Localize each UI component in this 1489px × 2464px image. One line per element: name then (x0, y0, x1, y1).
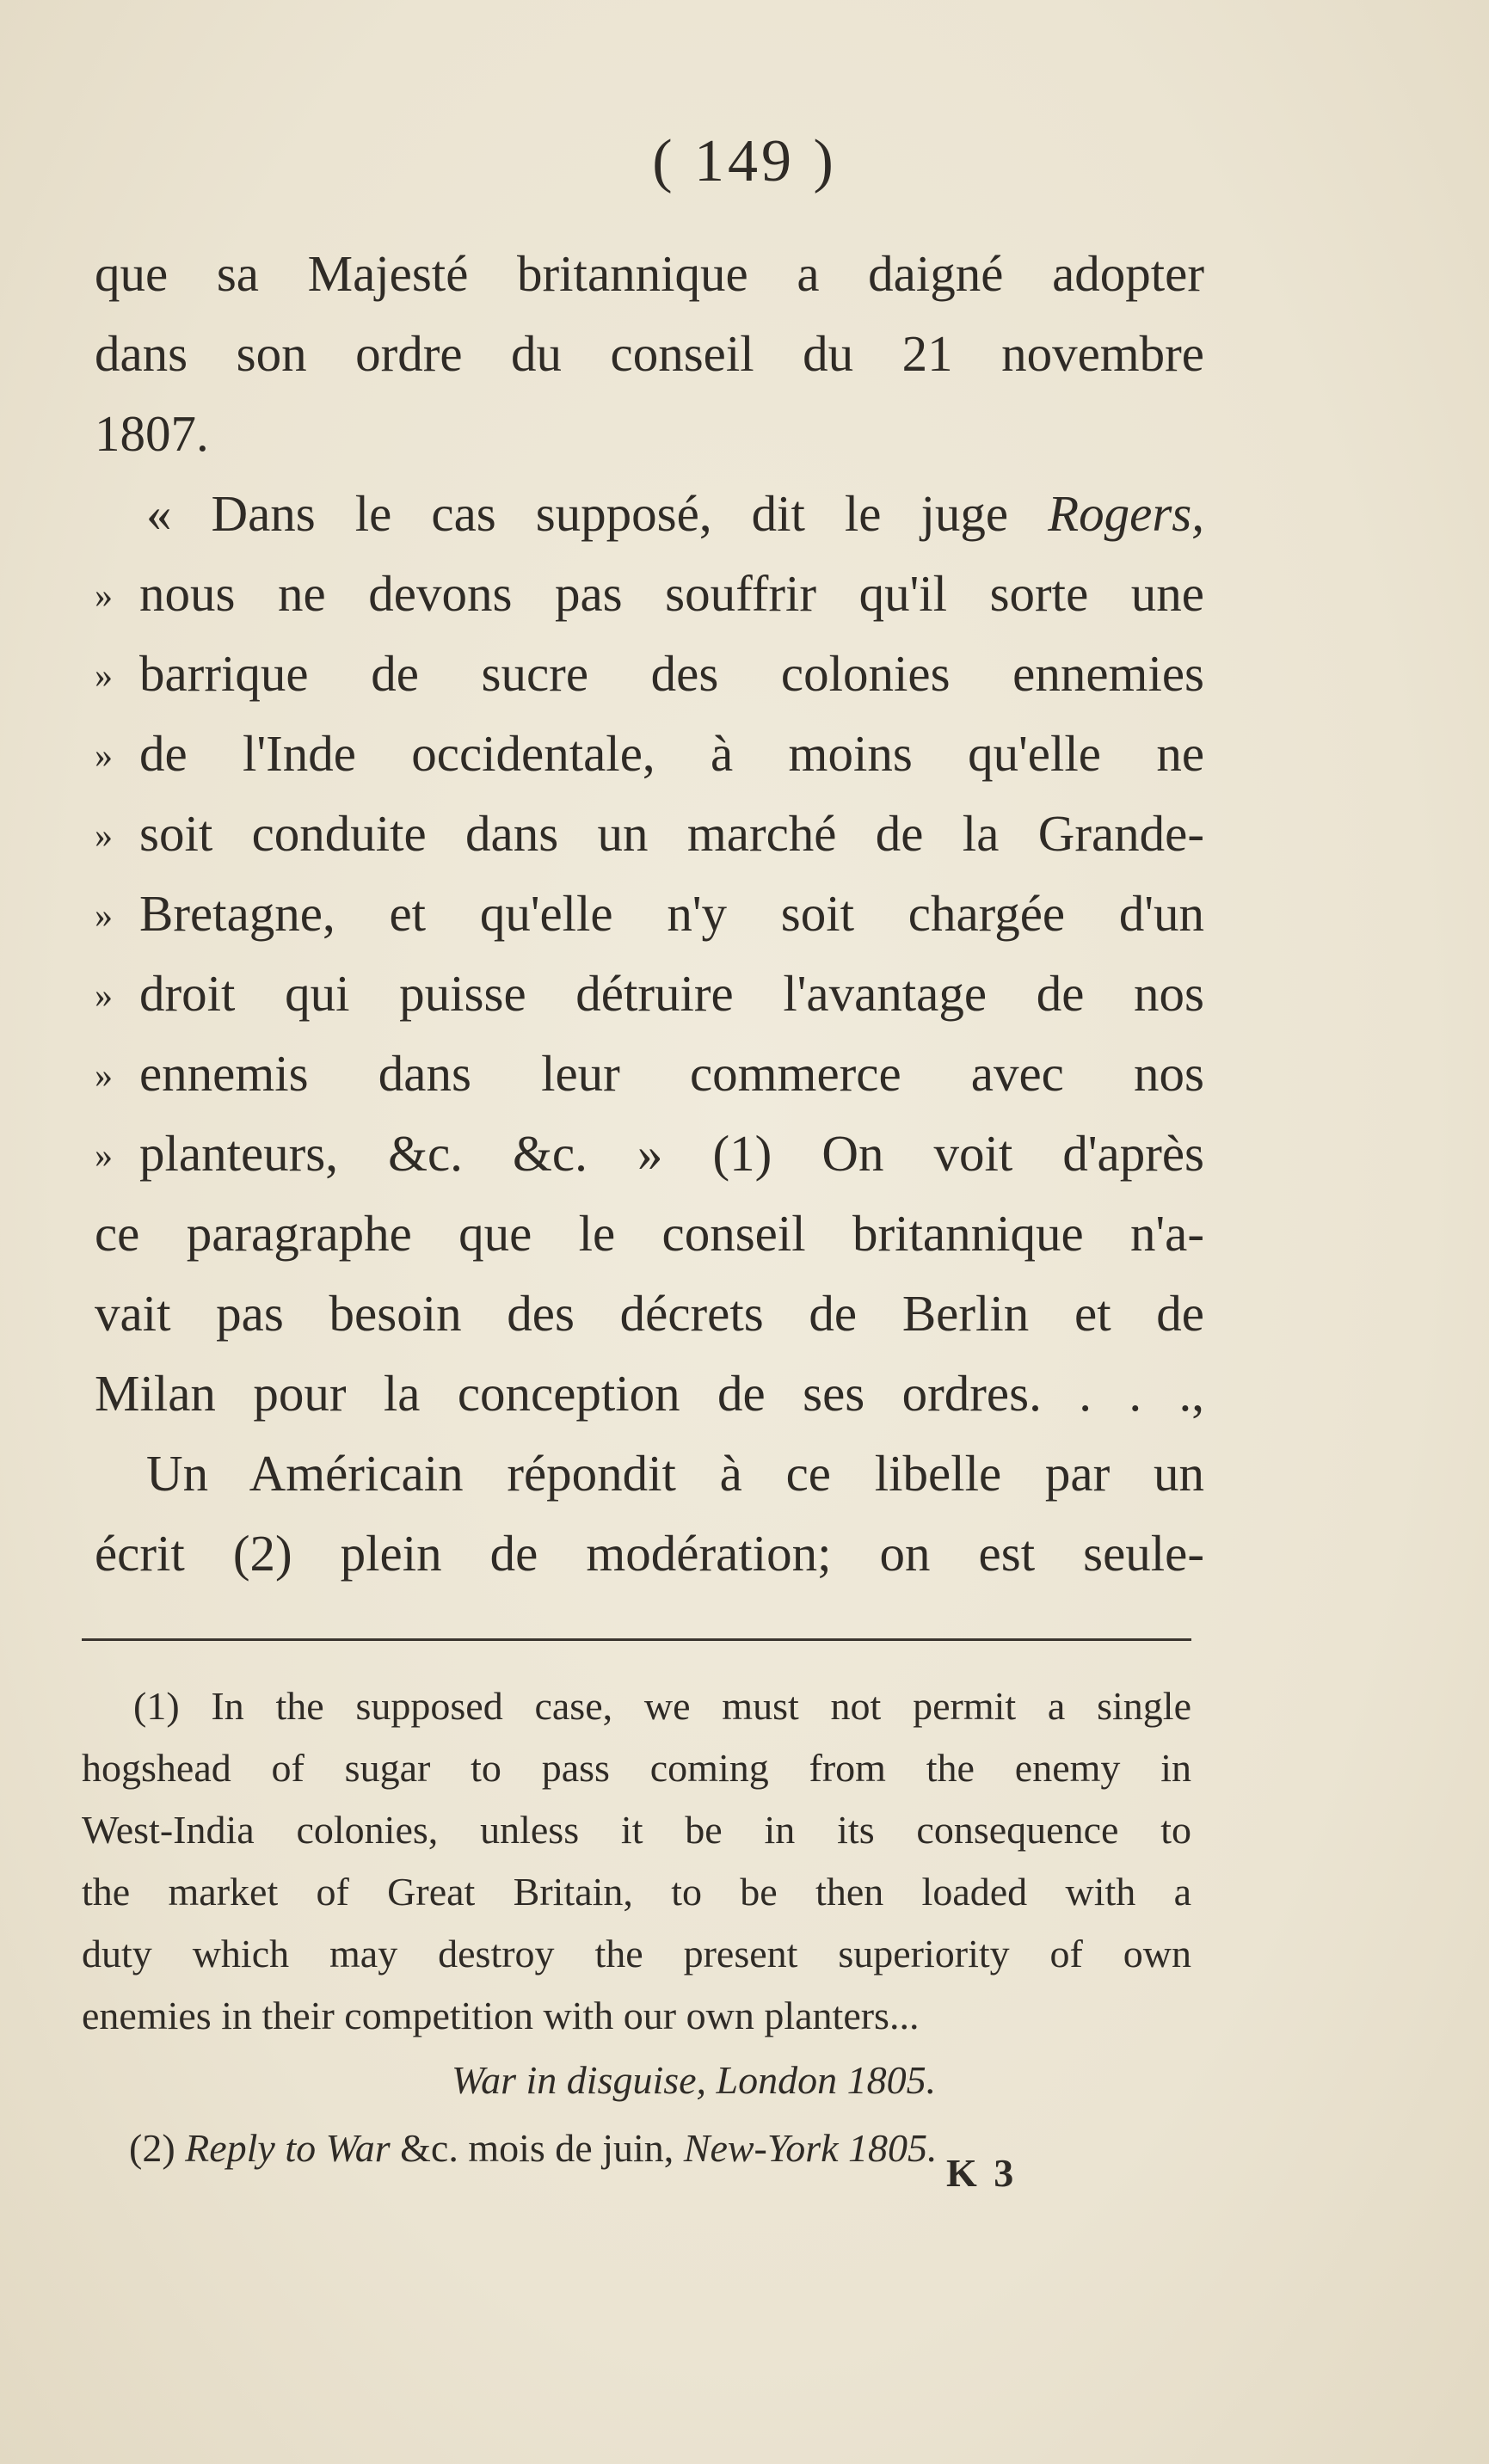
footnote-1-line: enemies in their competition with our own planters... (82, 1994, 920, 2037)
text-segment: nous ne devons pas souffrir qu'il sorte une (139, 565, 1204, 622)
footnote-divider (82, 1638, 1191, 1641)
text-line: que sa Majesté britannique a daigné adopter (95, 245, 1204, 302)
text-line (95, 474, 1204, 554)
text-line: Un Américain répondit à ce libelle par un (146, 1445, 1204, 1502)
page-number: ( 149 ) (652, 128, 837, 194)
text-line: 1807. (95, 405, 209, 462)
text-segment: Bretagne, et qu'elle n'y soit chargée d'un (139, 885, 1204, 942)
text-segment: (1) In the supposed case, we must not permit a single (133, 1684, 1191, 1728)
quoted-line (95, 954, 1204, 1034)
quote-mark: » (95, 816, 113, 856)
text-segment: ennemis dans leur commerce avec nos (139, 1045, 1204, 1102)
text-segment: soit conduite dans un marché de la Grande- (139, 805, 1204, 862)
quote-mark: » (95, 976, 113, 1016)
quoted-line (95, 554, 1204, 634)
quote-mark: » (95, 736, 113, 776)
footnotes (82, 1675, 1191, 2183)
footnote-1-line: the market of Great Britain, to be then loaded with a (82, 1870, 1191, 1914)
quoted-line (95, 1114, 1204, 1194)
footnote-2-text: &c. mois de juin, (400, 2126, 674, 2170)
text-segment: planteurs, &c. &c. » (1) On voit d'après (139, 1125, 1204, 1182)
quoted-line (95, 874, 1204, 954)
quote-mark: » (95, 896, 113, 936)
italic-name: Rogers, (1048, 485, 1204, 542)
body-text (95, 234, 1204, 1594)
footnote-2 (82, 2114, 1191, 2183)
footnote-1-source: War in disguise, London 1805. (452, 2058, 937, 2102)
quoted-line (95, 1034, 1204, 1114)
quote-mark: » (95, 576, 113, 616)
quote-mark: » (95, 1056, 113, 1096)
text-line: Milan pour la conception de ses ordres. . . ., (95, 1365, 1204, 1422)
text-segment: « Dans le cas supposé, dit le juge (146, 485, 1049, 542)
text-segment: de l'Inde occidentale, à moins qu'elle ne (139, 725, 1204, 782)
footnote-1-line: hogshead of sugar to pass coming from the enemy in (82, 1746, 1191, 1790)
footnote-2-title: Reply to War (185, 2126, 391, 2170)
quoted-line (95, 794, 1204, 874)
footnote-1-line (82, 1675, 1191, 1737)
quote-mark: » (95, 656, 113, 696)
text-segment: barrique de sucre des colonies ennemies (139, 645, 1204, 702)
text-line: vait pas besoin des décrets de Berlin et de (95, 1285, 1204, 1342)
footnote-1-line: West-India colonies, unless it be in its consequence to (82, 1808, 1191, 1852)
signature-mark: K 3 (946, 2151, 1018, 2195)
quoted-line (95, 714, 1204, 794)
footnote-2-place: New-York 1805. (683, 2126, 938, 2170)
text-line: dans son ordre du conseil du 21 novembre (95, 325, 1204, 382)
text-segment: droit qui puisse détruire l'avantage de nos (139, 965, 1204, 1022)
footnote-2-number: (2) (129, 2126, 175, 2170)
quote-mark: » (95, 1136, 113, 1176)
text-line: ce paragraphe que le conseil britannique n'a- (95, 1205, 1204, 1262)
footnote-1-line: duty which may destroy the present superiority of own (82, 1932, 1191, 1976)
text-line: écrit (2) plein de modération; on est seule- (95, 1525, 1204, 1582)
quoted-line (95, 634, 1204, 714)
